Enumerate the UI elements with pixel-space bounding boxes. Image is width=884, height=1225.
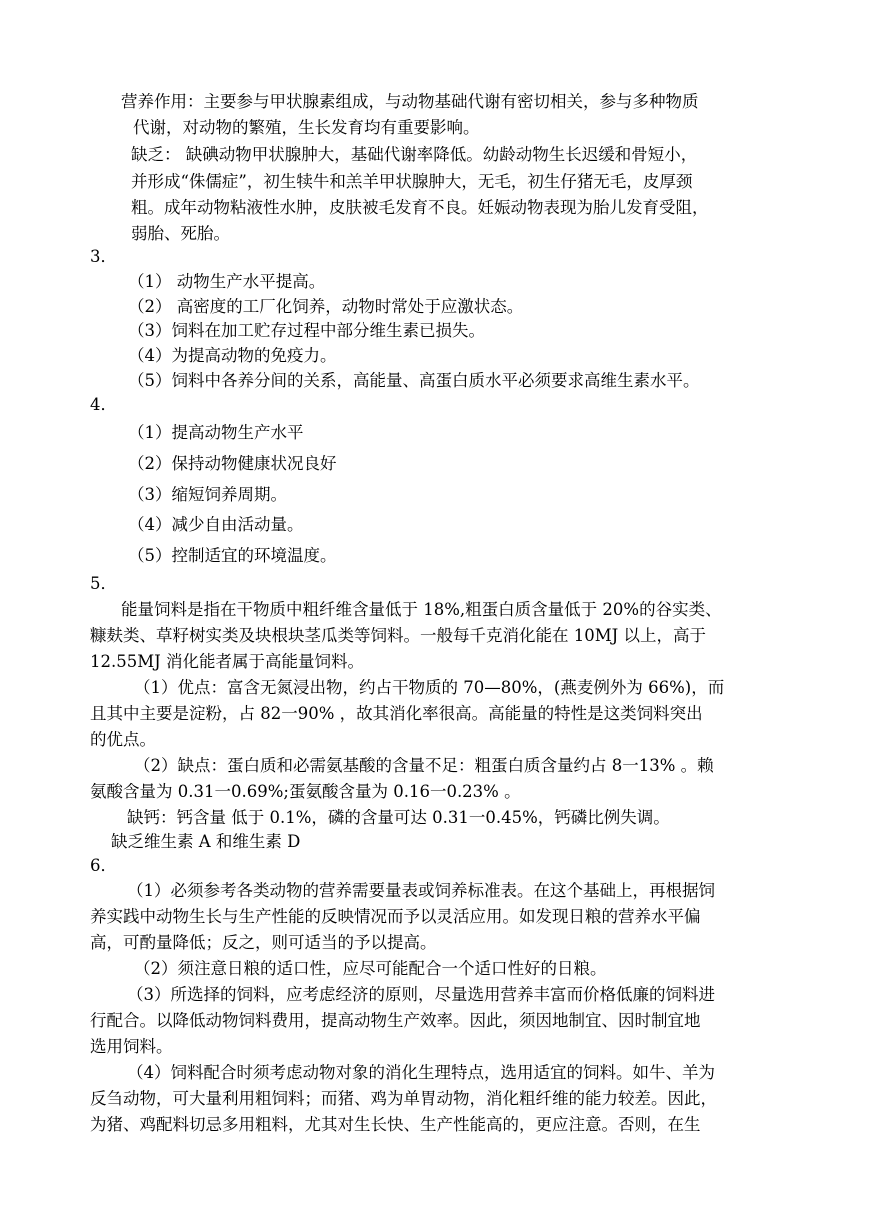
section-5-number: 5．: [90, 574, 117, 593]
section-4-item-2: （2）保持动物健康状况良好: [128, 454, 337, 473]
section-5-calcium-line: 缺钙：钙含量 低于 0.1%，磷的含量可达 0.31一0.45%，钙磷比例失调。: [127, 808, 670, 827]
section-5-intro-line-1: 能量饲料是指在干物质中粗纤维含量低于 18%,粗蛋白质含量低于 20%的谷实类、: [121, 600, 722, 619]
section-3-item-5: （5）饲料中各养分间的关系，高能量、高蛋白质水平必须要求高维生素水平。: [128, 371, 700, 390]
section-4-item-1: （1）提高动物生产水平: [128, 423, 304, 442]
section-5-disadvantage-line-1: （2）缺点：蛋白质和必需氨基酸的含量不足：粗蛋白质含量约占 8一13% 。赖: [134, 756, 714, 775]
iodine-deficiency-line-1: 缺乏： 缺碘动物甲状腺肿大，基础代谢率降低。幼龄动物生长迟缓和骨短小，: [131, 145, 698, 164]
section-6-point-1-line-3: 高，可酌量降低；反之，则可适当的予以提高。: [90, 933, 437, 952]
iodine-function-line-2: 代谢，对动物的繁殖，生长发育均有重要影响。: [133, 118, 480, 137]
section-6-point-1-line-1: （1）必须参考各类动物的营养需要量表或饲养标准表。在这个基础上，再根据饲: [127, 881, 715, 900]
section-3-number: 3．: [90, 247, 117, 266]
section-3-item-4: （4）为提高动物的免疫力。: [128, 346, 337, 365]
section-6-point-1-line-2: 养实践中动物生长与生产性能的反映情况而予以灵活应用。如发现日粮的营养水平偏: [90, 907, 701, 926]
section-5-advantage-line-2: 且其中主要是淀粉，占 82一90% ，故其消化率很高。高能量的特性是这类饲料突出: [90, 704, 703, 723]
section-5-disadvantage-line-2: 氨酸含量为 0.31一0.69%;蛋氨酸含量为 0.16一0.23% 。: [90, 782, 521, 801]
section-6-point-4-line-3: 为猪、鸡配料切忌多用粗料，尤其对生长快、生产性能高的，更应注意。否则，在生: [90, 1115, 701, 1134]
section-5-intro-line-3: 12.55MJ 消化能者属于高能量饲料。: [90, 652, 364, 671]
section-6-point-2-line-1: （2）须注意日粮的适口性，应尽可能配合一个适口性好的日粮。: [134, 959, 607, 978]
section-6-point-4-line-1: （4）饲料配合时须考虑动物对象的消化生理特点，选用适宜的饲料。如牛、羊为: [127, 1063, 715, 1082]
iodine-deficiency-line-3: 粗。成年动物粘液性水肿，皮肤被毛发育不良。妊娠动物表现为胎儿发育受阻，: [131, 198, 709, 217]
iodine-deficiency-line-4: 弱胎、死胎。: [131, 224, 230, 243]
section-6-point-3-line-3: 选用饲料。: [90, 1037, 173, 1056]
section-4-item-4: （4）减少自由活动量。: [128, 515, 304, 534]
section-6-point-3-line-1: （3）所选择的饲料，应考虑经济的原则，尽量选用营养丰富而价格低廉的饲料进: [127, 985, 715, 1004]
section-3-item-3: （3）饲料在加工贮存过程中部分维生素已损失。: [128, 321, 485, 340]
iodine-deficiency-line-2: 并形成“侏儒症”，初生犊牛和羔羊甲状腺肿大，无毛，初生仔猪无毛，皮厚颈: [131, 172, 693, 191]
section-3-item-2: （2） 高密度的工厂化饲养，动物时常处于应激状态。: [128, 297, 524, 316]
section-4-item-3: （3）缩短饲养周期。: [128, 485, 287, 504]
section-4-number: 4．: [90, 395, 117, 414]
section-3-item-1: （1） 动物生产水平提高。: [128, 272, 326, 291]
section-5-advantage-line-1: （1）优点：富含无氮浸出物，约占干物质的 70—80%，(燕麦例外为 66%)，而: [134, 678, 725, 697]
section-5-intro-line-2: 糠麸类、草籽树实类及块根块茎瓜类等饲料。一般每千克消化能在 10MJ 以上，高于: [90, 626, 706, 645]
section-5-advantage-line-3: 的优点。: [90, 730, 156, 749]
section-5-vitamin-line: 缺乏维生素 A 和维生素 D: [111, 832, 301, 851]
section-6-point-4-line-2: 反刍动物，可大量利用粗饲料；而猪、鸡为单胃动物，消化粗纤维的能力较差。因此，: [90, 1089, 717, 1108]
section-4-item-5: （5）控制适宜的环境温度。: [128, 546, 337, 565]
iodine-function-line-1: 营养作用：主要参与甲状腺素组成，与动物基础代谢有密切相关，参与多种物质: [121, 92, 699, 111]
section-6-number: 6．: [90, 856, 117, 875]
section-6-point-3-line-2: 行配合。以降低动物饲料费用，提高动物生产效率。因此，须因地制宜、因时制宜地: [90, 1011, 701, 1030]
